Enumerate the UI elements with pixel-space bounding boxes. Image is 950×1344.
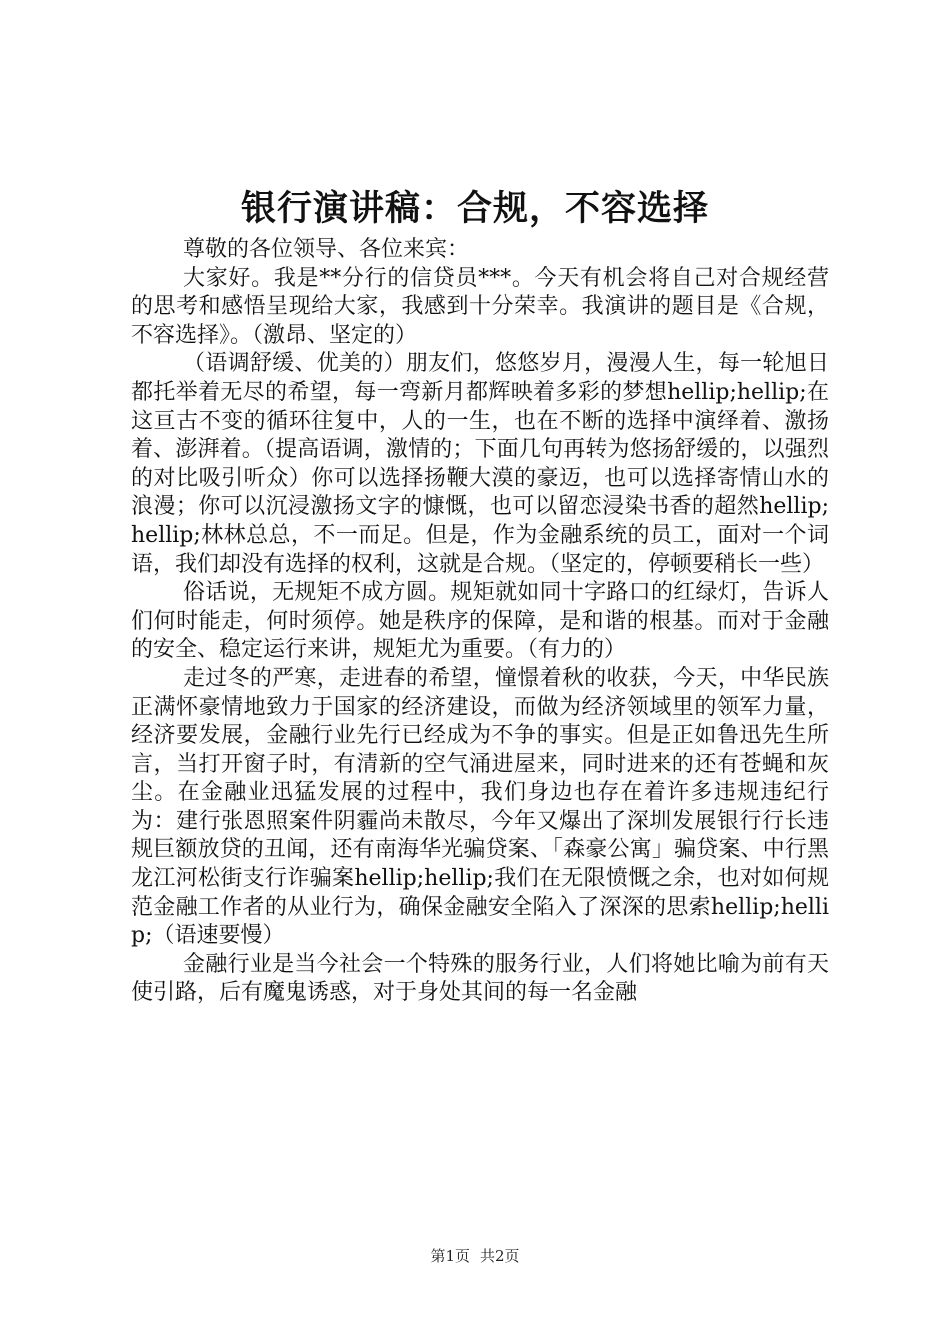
paragraph-violations: 走过冬的严寒，走进春的希望，憧憬着秋的收获，今天，中华民族正满怀豪情地致力于国家的经济建设，而做为经济领域里的领军力量，经济要发展，金融行业先行已经成为不争的事实。但是正如鲁迅先生所言，当打开窗子时，有清新的空气涌进屋来，同时进来的还有苍蝇和灰尘。在金融业迅猛发展的过程中，我们身边也存在着许多违规违纪行为：建行张恩照案件阴霾尚未散尽，今年又爆出了深圳发展银行行长违规巨额放贷的丑闻，还有南海华光骗贷案、「森豪公寓」骗贷案、中行黑龙江河松街支行诈骗案hellip;hellip;我们在无限愤慨之余，也对如何规范金融工作者的从业行为，确保金融安全陷入了深深的思索hellip;hellip;（语速要慢） (131, 665, 829, 949)
page-footer (0, 1246, 950, 1266)
page-count: 共2页 (480, 1247, 520, 1265)
paragraph-rules: 俗话说，无规矩不成方圆。规矩就如同十字路口的红绿灯，告诉人们何时能走，何时须停。她是秩序的保障，是和谐的根基。而对于金融的安全、稳定运行来讲，规矩尤为重要。（有力的） (131, 580, 829, 663)
paragraph-finance-industry: 金融行业是当今社会一个特殊的服务行业，人们将她比喻为前有天使引路，后有魔鬼诱惑，对于身处其间的每一名金融 (131, 951, 829, 1006)
paragraph-introduction: 大家好。我是**分行的信贷员***。今天有机会将自己对合规经营的思考和感悟呈现给大家，我感到十分荣幸。我演讲的题目是《合规，不容选择》。（激昂、坚定的） (131, 265, 829, 348)
document-body (131, 236, 829, 1008)
page-number: 第1页 (430, 1247, 470, 1265)
paragraph-choices: （语调舒缓、优美的）朋友们，悠悠岁月，漫漫人生，每一轮旭日都托举着无尽的希望，每一弯新月都辉映着多彩的梦想hellip;hellip;在这亘古不变的循环往复中，人的一生，也在不断的选择中演绎着、激扬着、澎湃着。（提高语调，激情的；下面几句再转为悠扬舒缓的，以强烈的对比吸引听众）你可以选择扬鞭大漠的豪迈，也可以选择寄情山水的浪漫；你可以沉浸激扬文字的慷慨，也可以留恋浸染书香的超然hellip;hellip;林林总总，不一而足。但是，作为金融系统的员工，面对一个词语，我们却没有选择的权利，这就是合规。（坚定的，停顿要稍长一些） (131, 351, 829, 577)
paragraph-salutation: 尊敬的各位领导、各位来宾： (183, 237, 470, 262)
document-title: 银行演讲稿：合规，不容选择 (240, 189, 709, 229)
